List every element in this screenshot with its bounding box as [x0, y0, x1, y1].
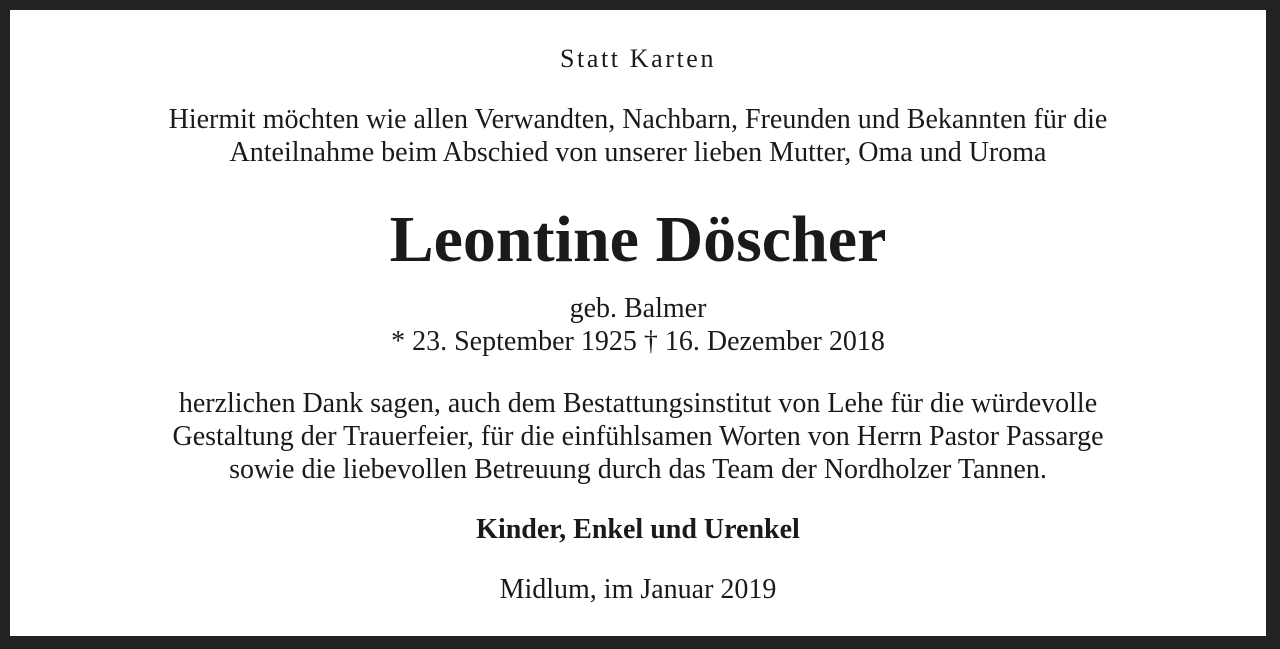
- place-date: Midlum, im Januar 2019: [499, 574, 777, 605]
- thanks-line-1: herzlichen Dank sagen, auch dem Bestattungsinstitut von Lehe für die würdevolle: [178, 388, 1098, 419]
- notice-card: [10, 10, 1266, 636]
- notice-header: Statt Karten: [559, 44, 717, 73]
- thanks-text: [10, 387, 1266, 486]
- deceased-name: Leontine Döscher: [389, 203, 887, 276]
- intro-text: [10, 103, 1266, 169]
- intro-line-1: Hiermit möchten wie allen Verwandten, Nachbarn, Freunden und Bekannten für die: [168, 104, 1108, 135]
- life-dates: * 23. September 1925 † 16. Dezember 2018: [391, 326, 885, 357]
- maiden-name: geb. Balmer: [569, 293, 707, 324]
- signature: Kinder, Enkel und Urenkel: [476, 514, 800, 545]
- intro-line-2: Anteilnahme beim Abschied von unserer lieben Mutter, Oma und Uroma: [229, 137, 1047, 168]
- thanks-line-2: Gestaltung der Trauerfeier, für die einfühlsamen Worten von Herrn Pastor Passarge: [172, 421, 1104, 452]
- thanks-line-3: sowie die liebevollen Betreuung durch das Team der Nordholzer Tannen.: [229, 454, 1047, 485]
